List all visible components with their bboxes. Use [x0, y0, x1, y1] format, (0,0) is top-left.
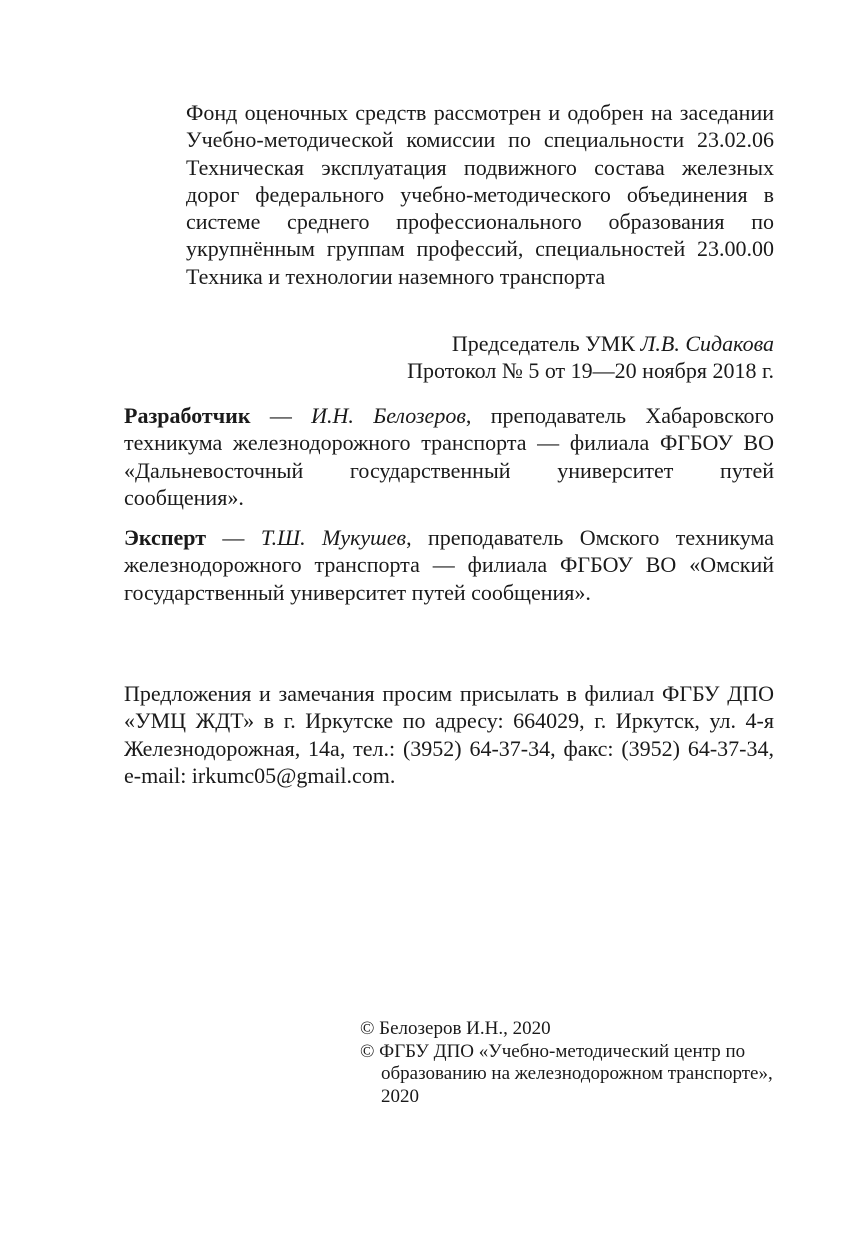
approval-signature [124, 330, 774, 385]
contact-text: Предложения и замечания просим присылать в филиал ФГБУ ДПО «УМЦ ЖДТ» в г. Иркутске по адресу: 664029, г. Иркутск, ул. 4-я Железнодорожная, 14а, тел.: (3952) 64-37-34, факс: (3952) 64-37-34, e-mail: irkumc05@gmail.com. [124, 681, 774, 788]
chair-line [124, 330, 774, 357]
contact-paragraph [124, 680, 774, 789]
expert-role: Эксперт [124, 525, 207, 550]
protocol-line: Протокол № 5 от 19—20 ноября 2018 г. [407, 358, 774, 384]
expert-paragraph [124, 524, 774, 606]
approval-text: Фонд оценочных средств рассмотрен и одобрен на заседании Учебно-методической комиссии по специальности 23.02.06 Техническая эксплуатация подвижного состава железных дорог федерального учебно-методического объединения в системе среднего профессионального образования по укрупнённым группам профессий, специальностей 23.00.00 Техника и технологии наземного транспорта [186, 100, 774, 289]
developer-name: И.Н. Белозеров [311, 403, 466, 428]
chair-name: Л.В. Сидакова [640, 331, 774, 356]
copyright-publisher: © ФГБУ ДПО «Учебно-методический центр по образованию на железнодорожном транспорте», 2020 [360, 1040, 773, 1107]
developer-role: Разработчик [124, 403, 251, 428]
chair-label: Председатель УМК [451, 331, 635, 356]
developer-paragraph [124, 402, 774, 511]
expert-description: , преподаватель Омского техникума железнодорожного транспорта — филиала ФГБОУ ВО «Омский государственный университет путей сообщения». [124, 525, 774, 605]
copyright-block [360, 1018, 780, 1108]
developer-description: , преподаватель Хабаровского техникума железнодорожного транспорта — филиала ФГБОУ ВО «Дальневосточный государственный университет путей сообщения». [124, 403, 774, 510]
expert-name: Т.Ш. Мукушев [260, 525, 407, 550]
developer-dash: — [250, 403, 312, 428]
copyright-author: © Белозеров И.Н., 2020 [360, 1018, 551, 1039]
expert-dash: — [206, 525, 261, 550]
approval-paragraph [186, 99, 774, 290]
